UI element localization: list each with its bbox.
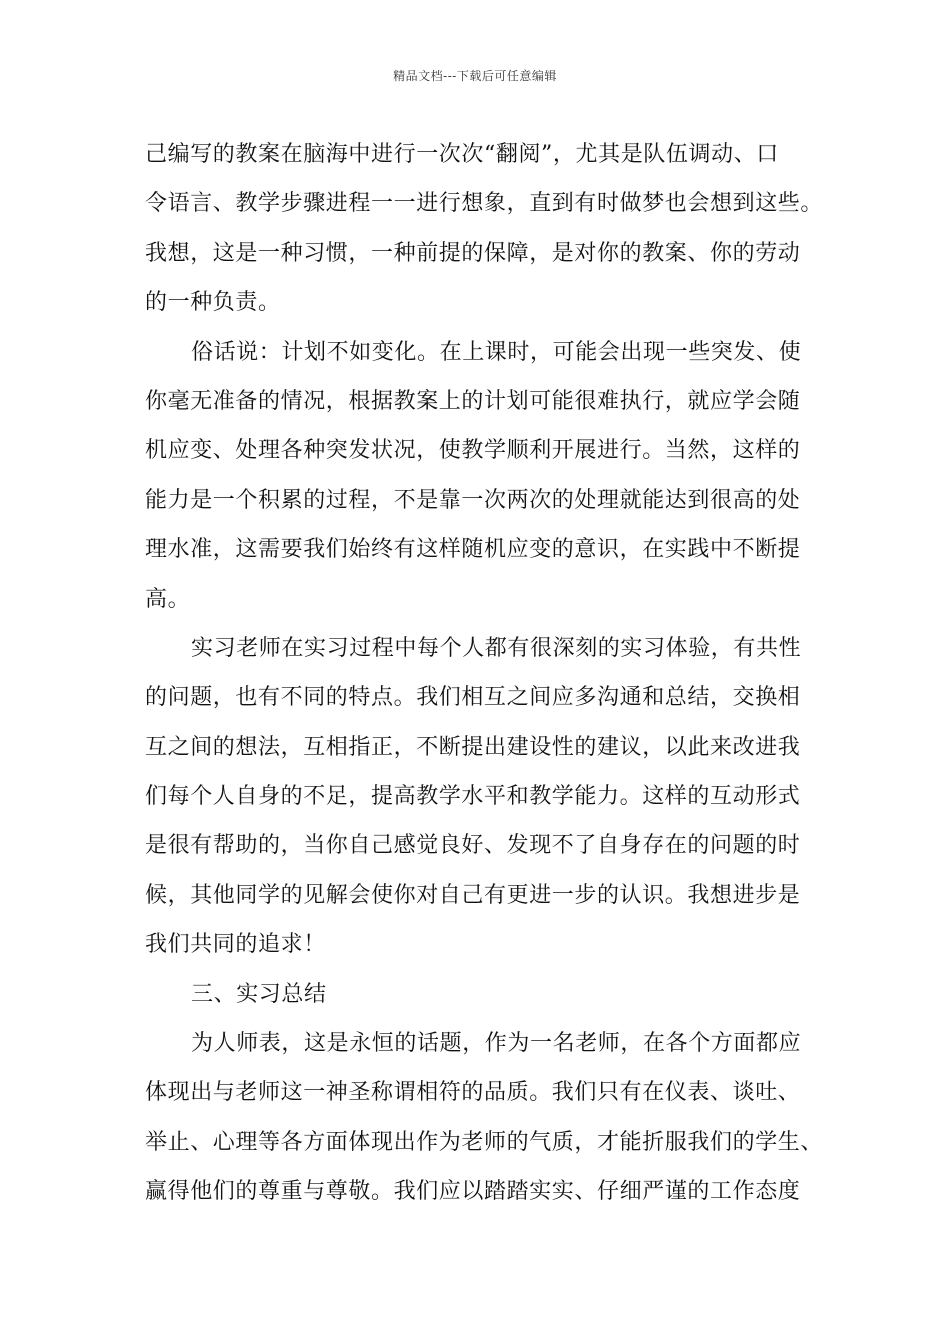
paragraph-first-line: 实习老师在实习过程中每个人都有很深刻的实习体验，有共性 <box>191 635 802 661</box>
text-line: 我们共同的追求！ <box>145 932 326 958</box>
text-line: 你毫无准备的情况，根据教案上的计划可能很难执行，就应学会随 <box>145 388 801 414</box>
text-line: 体现出与老师这一神圣称谓相符的品质。我们只有在仪表、谈吐、 <box>145 1080 801 1106</box>
text-line: 的问题，也有不同的特点。我们相互之间应多沟通和总结，交换相 <box>145 685 801 711</box>
text-line: 们每个人自身的不足，提高教学水平和教学能力。这样的互动形式 <box>145 784 801 810</box>
text-line: 赢得他们的尊重与尊敬。我们应以踏踏实实、仔细严谨的工作态度 <box>145 1179 801 1205</box>
text-line: 高。 <box>145 586 191 612</box>
text-line: 我想，这是一种习惯，一种前提的保障，是对你的教案、你的劳动 <box>145 240 801 266</box>
text-line: 理水准，这需要我们始终有这样随机应变的意识，在实践中不断提 <box>145 537 801 563</box>
text-line: 己编写的教案在脑海中进行一次次“翻阅”，尤其是队伍调动、口 <box>145 142 779 167</box>
section-heading: 三、实习总结 <box>191 981 327 1007</box>
document-body <box>145 130 824 1217</box>
text-line: 能力是一个积累的过程，不是靠一次两次的处理就能达到很高的处 <box>145 487 801 513</box>
page-header: 精品文档---下载后可任意编辑 <box>393 69 557 83</box>
text-line: 候，其他同学的见解会使你对自己有更进一步的认识。我想进步是 <box>145 882 801 908</box>
text-line: 互之间的想法，互相指正，不断提出建设性的建议，以此来改进我 <box>145 734 801 760</box>
text-line: 令语言、教学步骤进程一一进行想象，直到有时做梦也会想到这些。 <box>145 191 824 217</box>
text-line: 机应变、处理各种突发状况，使教学顺利开展进行。当然，这样的 <box>145 438 801 464</box>
paragraph-first-line: 俗话说：计划不如变化。在上课时，可能会出现一些突发、使 <box>191 339 802 365</box>
text-line: 是很有帮助的，当你自己感觉良好、发现不了自身存在的问题的时 <box>145 833 801 859</box>
paragraph-first-line: 为人师表，这是永恒的话题，作为一名老师，在各个方面都应 <box>191 1031 802 1057</box>
text-line: 的一种负责。 <box>145 290 281 316</box>
text-line: 举止、心理等各方面体现出作为老师的气质，才能折服我们的学生、 <box>145 1129 824 1155</box>
